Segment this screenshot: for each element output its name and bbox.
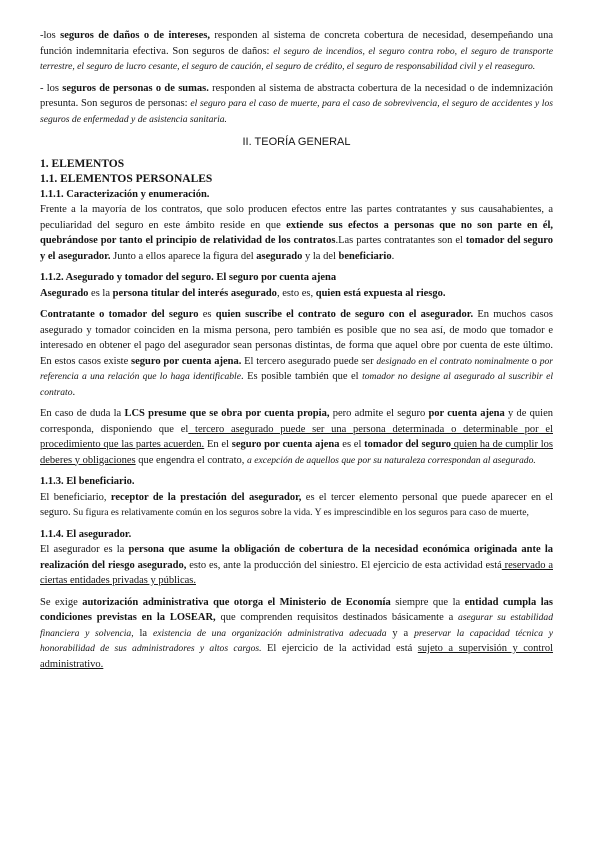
paragraph-asegurador: El asegurador es la persona que asume la obligación de cobertura de la necesidad económica originada ante la realización del riesgo asegurado, esto es, ante la producción del siniestro. El ejercicio de esta actividad está reservado a ciertas entidades privadas y públicas.: [40, 544, 553, 586]
heading-beneficiario: 1.1.3. El beneficiario.: [40, 476, 135, 487]
paragraph-seguros-danos: -los seguros de daños o de intereses, responden al sistema de concreta cobertura de necesidad, desempeñando una función indemnitaria efectiva. Son seguros de daños: el seguro de incendios, el seguro contra robo, el seguro de transporte terrestre, el seguro de lucro cesante, el seguro de caución, el seguro de crédito, el seguro de responsabilidad civil y el reaseguro.: [40, 30, 553, 72]
paragraph-asegurado: Asegurado es la persona titular del interés asegurado, esto es, quien está expuesta al riesgo.: [40, 287, 446, 299]
heading-caracterizacion: 1.1.1. Caracterización y enumeración.: [40, 188, 210, 200]
heading-asegurado-tomador: 1.1.2. Asegurado y tomador del seguro. El seguro por cuenta ajena: [40, 272, 337, 283]
paragraph-seguros-personas: - los seguros de personas o de sumas. responden al sistema de abstracta cobertura de la necesidad o de indemnización presunta. Son seguros de personas: el seguro para el caso de muerte, para el caso de sobrevivencia, el seguro de accidentes y los seguros de enfermedad y de asistencia sanitaria.: [40, 82, 554, 125]
paragraph-autorizacion: Se exige autorización administrativa que otorga el Ministerio de Economía siempre que la entidad cumpla las condiciones previstas en la LOSEAR, que comprenden requisitos destinados básicamente a asegurar su estabilidad financiera y solvencia, la existencia de una organización administrativa adecuada y a preservar la capacidad técnica y honorabilidad de sus administradores y altos cargos. El ejercicio de la actividad está sujeto a supervisión y control administrativo.: [40, 596, 553, 670]
paragraph-tomador: Contratante o tomador del seguro es quien suscribe el contrato de seguro con el asegurador. En muchos casos asegurado y tomador coinciden en la misma persona, pero también es posible que no sea así, de modo que tomador e interesado en obtener el pago del asegurador sean personas distintas, de forma que aquel obre por cuenta de este último. En estos casos existe seguro por cuenta ajena. El tercero asegurado puede ser designado en el contrato nominalmente o por referencia a una relación que lo haga identificable. Es posible también que el tomador no designe al asegurado al suscribir el contrato.: [40, 309, 554, 398]
paragraph-beneficiario: El beneficiario, receptor de la prestación del asegurador, es el tercer elemento personal que puede aparecer en el seguro. Su figura es relativamente común en los seguros sobre la vida. Y es imprescindible en los seguros para caso de muerte,: [40, 491, 553, 518]
heading-elementos-personales: 1.1. ELEMENTOS PERSONALES: [40, 172, 213, 185]
section-title: II. TEORÍA GENERAL: [242, 136, 351, 148]
paragraph-caracterizacion: Frente a la mayoría de los contratos, que solo producen efectos entre las partes contratantes y sus causahabientes, a peculiaridad del seguro en este ámbito reside en que extiende sus efectos a personas que no son parte en él, quebrándose por tanto el principio de relatividad de los contratos.Las partes contratantes son el tomador del seguro y el asegurador. Junto a ellos aparece la figura del asegurado y la del beneficiario.: [40, 204, 554, 262]
paragraph-cuenta-ajena: En caso de duda la LCS presume que se obra por cuenta propia, pero admite el seguro por cuenta ajena y de quien corresponda, disponiendo que el tercero asegurado puede ser una persona determinada o determinable por el procedimiento que las partes acuerden. En el seguro por cuenta ajena es el tomador del seguro quien ha de cumplir los deberes y obligaciones que engendra el contrato, a excepción de aquellos que por su naturaleza correspondan al asegurado.: [40, 408, 553, 466]
heading-elementos: 1. ELEMENTOS: [40, 157, 125, 170]
document-page: [40, 28, 553, 678]
heading-asegurador: 1.1.4. El asegurador.: [40, 528, 132, 540]
